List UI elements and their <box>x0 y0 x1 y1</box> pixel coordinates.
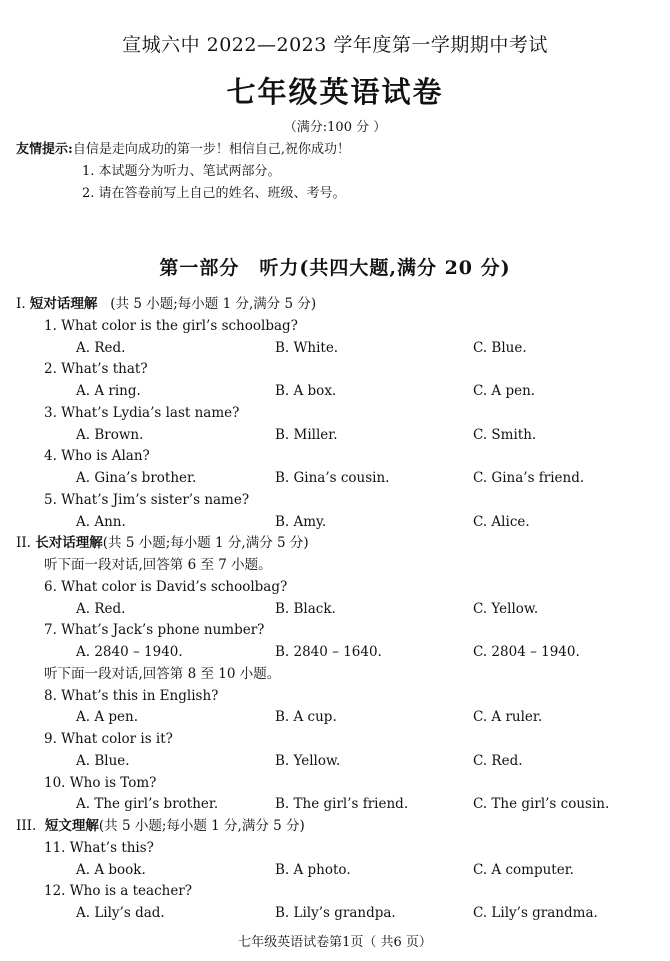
options-row <box>0 903 670 925</box>
question: 1. What color is the girl’s schoolbag? <box>44 317 298 334</box>
option-c: C. Lily’s grandma. <box>473 905 598 921</box>
option-a: A. Ann. <box>76 513 126 530</box>
option-b: B. The girl’s friend. <box>275 796 409 813</box>
option-b: B. A photo. <box>275 861 351 878</box>
option-b: B. Gina’s cousin. <box>275 470 390 486</box>
question: 3. What’s Lydia’s last name? <box>44 404 240 421</box>
section-name: 短文理解 <box>44 818 99 834</box>
option-a: A. A ring. <box>76 383 141 399</box>
question: 7. What’s Jack’s phone number? <box>44 622 265 639</box>
option-b: B. A cup. <box>275 709 337 726</box>
full-mark: （满分:100 分 ） <box>283 120 387 135</box>
tips-label: 友情提示: <box>16 142 73 157</box>
section-heading <box>0 533 670 555</box>
option-a: A. Red. <box>76 600 126 617</box>
question: 6. What color is David’s schoolbag? <box>44 578 288 595</box>
tips-intro: 自信是走向成功的第一步！相信自己,祝你成功！ <box>72 142 350 157</box>
section-heading <box>0 294 670 316</box>
options-row <box>0 338 670 360</box>
question: 2. What’s that? <box>44 361 148 378</box>
options-row <box>0 512 670 534</box>
question: 5. What’s Jim’s sister’s name? <box>44 491 250 508</box>
section-name: 长对话理解 <box>35 535 103 552</box>
option-c: C. Gina’s friend. <box>473 470 585 486</box>
section-info: (共 5 小题;每小题 1 分,满分 5 分) <box>102 535 309 552</box>
option-b: B. Lily’s grandpa. <box>275 905 396 921</box>
option-a: A. A pen. <box>76 709 138 726</box>
options-row <box>0 751 670 773</box>
options-row <box>0 381 670 403</box>
option-a: A. Brown. <box>76 426 144 443</box>
question: 9. What color is it? <box>44 731 173 747</box>
option-c: C. A pen. <box>473 383 536 399</box>
section-number: III. <box>16 818 37 834</box>
options-row <box>0 860 670 882</box>
question: 8. What’s this in English? <box>44 687 219 704</box>
school-exam-line: 宣城六中 2022—2023 学年度第一学期期中考试 <box>122 34 548 56</box>
options-row <box>0 794 670 816</box>
option-a: A. A book. <box>76 861 146 878</box>
option-c: C. Red. <box>473 752 523 769</box>
section-info: (共 5 小题;每小题 1 分,满分 5 分) <box>110 296 317 312</box>
option-b: B. Amy. <box>275 513 327 530</box>
option-a: A. Gina’s brother. <box>76 470 197 486</box>
section-short-dialogue <box>0 294 670 925</box>
question: 10. Who is Tom? <box>44 774 157 791</box>
friendly-tips <box>16 139 350 205</box>
option-b: B. Black. <box>275 600 336 617</box>
part-one-title: 第一部分 听力(共四大题,满分 20 分) <box>159 257 511 279</box>
option-a: A. Red. <box>76 339 126 356</box>
option-c: C. The girl’s cousin. <box>473 796 610 813</box>
option-b: B. 2840 – 1640. <box>275 644 382 660</box>
section-heading <box>0 816 670 838</box>
option-b: B. A box. <box>275 383 337 399</box>
option-a: A. Blue. <box>76 752 130 769</box>
option-b: B. Miller. <box>275 426 338 443</box>
option-c: C. Alice. <box>473 513 530 530</box>
options-row <box>0 425 670 447</box>
section-info: (共 5 小题;每小题 1 分,满分 5 分) <box>98 818 305 834</box>
option-c: C. Yellow. <box>473 600 539 617</box>
dialogue-instruction: 听下面一段对话,回答第 6 至 7 小题。 <box>44 557 272 573</box>
option-a: A. 2840 – 1940. <box>76 644 183 660</box>
option-a: A. The girl’s brother. <box>76 796 219 813</box>
page-footer: 七年级英语试卷第1页（ 共6 页） <box>238 935 432 950</box>
tips-item: 1. 本试题分为听力、笔试两部分。 <box>82 164 281 179</box>
option-c: C. Smith. <box>473 426 537 443</box>
option-c: C. Blue. <box>473 339 527 356</box>
exam-title: 七年级英语试卷 <box>226 75 444 109</box>
tips-item: 2. 请在答卷前写上自己的姓名、班级、考号。 <box>82 186 346 201</box>
options-row <box>0 468 670 490</box>
option-b: B. Yellow. <box>275 752 341 769</box>
options-row <box>0 707 670 729</box>
option-b: B. White. <box>275 339 339 356</box>
options-row <box>0 599 670 621</box>
option-c: C. A computer. <box>473 861 574 878</box>
section-number: I. <box>16 296 26 312</box>
question: 12. Who is a teacher? <box>44 883 193 900</box>
option-c: C. A ruler. <box>473 709 543 726</box>
section-number: II. <box>16 535 31 552</box>
option-a: A. Lily’s dad. <box>76 905 165 921</box>
option-c: C. 2804 – 1940. <box>473 644 580 660</box>
dialogue-instruction: 听下面一段对话,回答第 8 至 10 小题。 <box>44 665 281 682</box>
question: 4. Who is Alan? <box>44 448 150 465</box>
options-row <box>0 642 670 664</box>
question: 11. What’s this? <box>44 839 154 856</box>
section-name: 短对话理解 <box>29 296 98 312</box>
